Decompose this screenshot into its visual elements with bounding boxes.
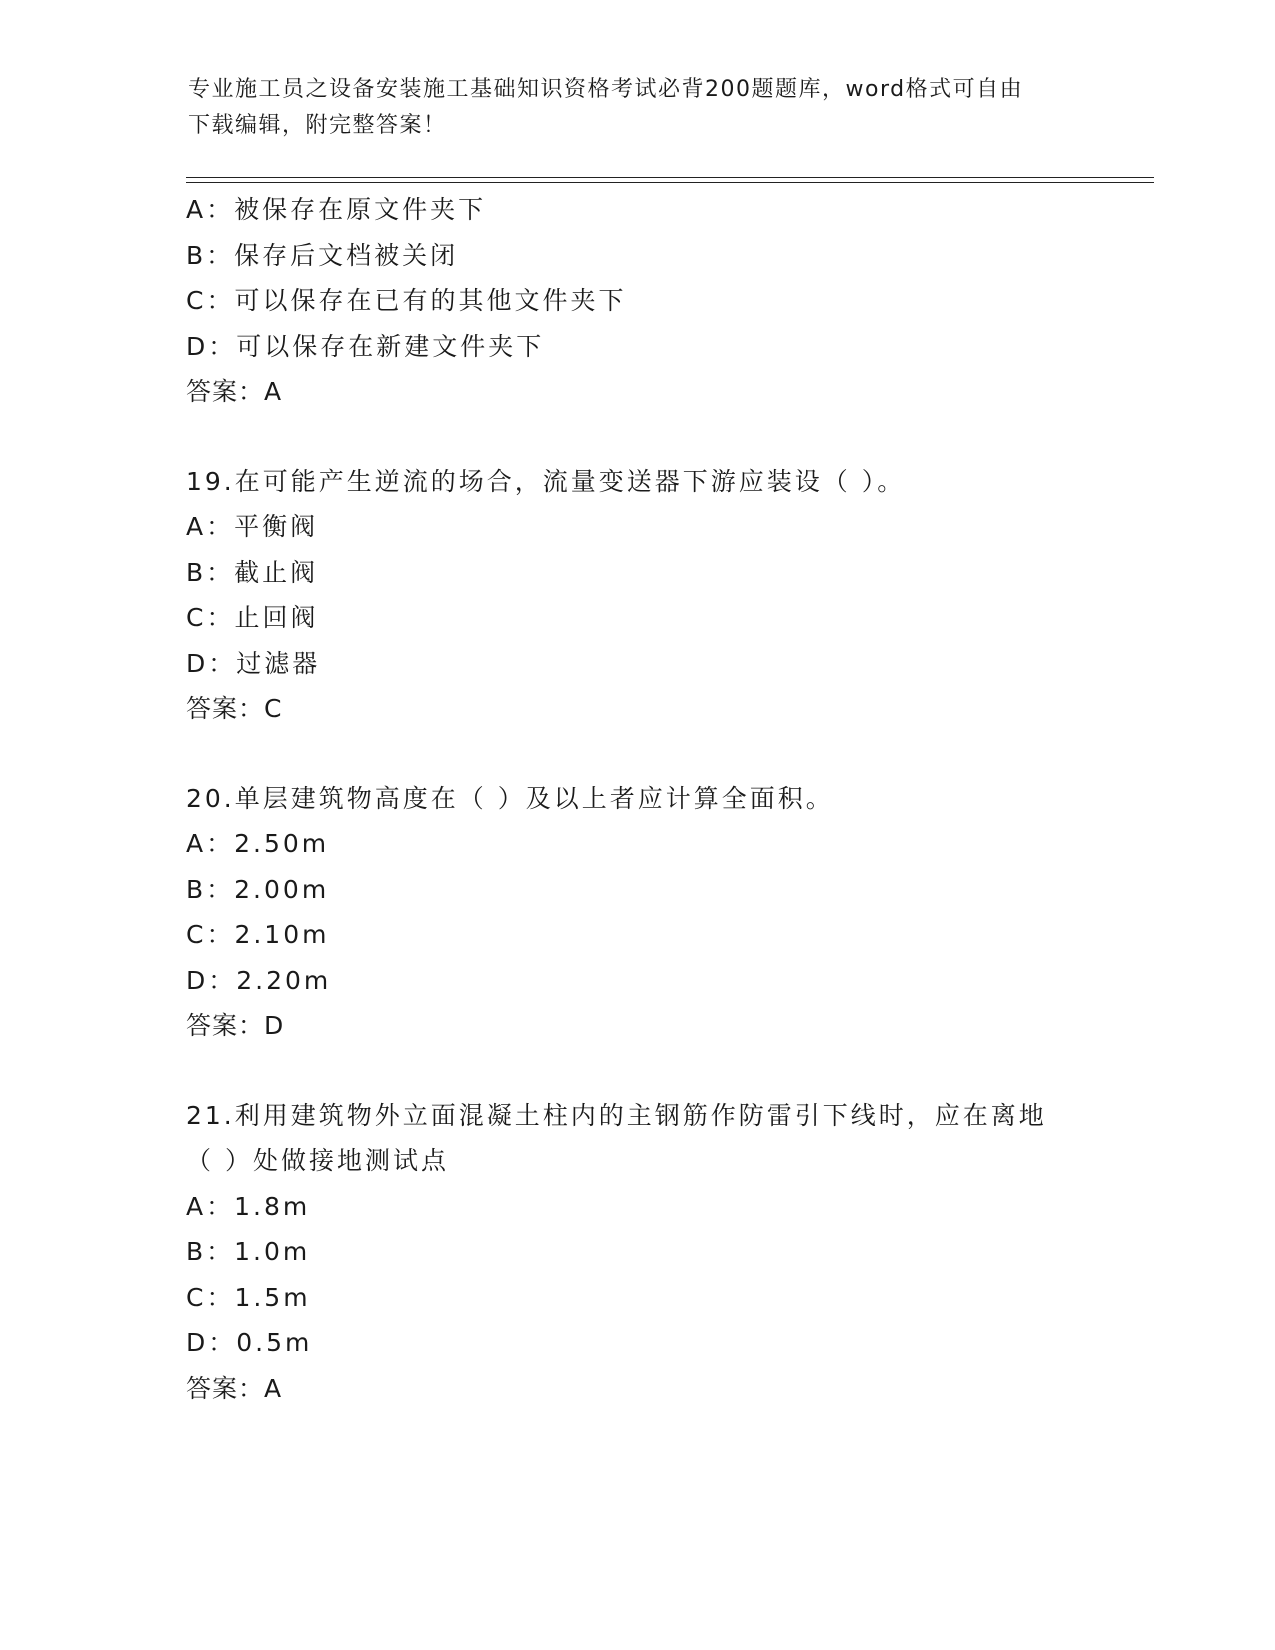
question-20-block [186,776,1086,1049]
q18-option-c: C：可以保存在已有的其他文件夹下 [186,286,627,315]
q21-option-a: A：1.8m [186,1191,311,1221]
q19-option-b: B：截止阀 [186,557,319,587]
q21-option-b: B：1.0m [186,1237,311,1266]
q21-question-line-2: （ ）处做接地测试点 [186,1146,449,1175]
q18-option-b: B：保存后文档被关闭 [186,240,459,270]
q21-option-c: C：1.5m [186,1282,311,1312]
q21-question-line-1: 21.利用建筑物外立面混凝土柱内的主钢筋作防雷引下线时，应在离地 [186,1100,1047,1130]
q20-option-c: C：2.10m [186,920,330,949]
q20-question: 20.单层建筑物高度在（ ）及以上者应计算全面积。 [186,783,834,813]
spacer [186,415,1086,459]
question-21-block [186,1093,1086,1412]
q21-option-d: D：0.5m [186,1328,313,1357]
q20-option-b: B：2.00m [186,874,330,904]
q18-option-a: A：被保存在原文件夹下 [186,195,487,224]
q19-option-d: D：过滤器 [186,648,321,678]
q19-option-a: A：平衡阀 [186,512,319,541]
q19-question: 19.在可能产生逆流的场合，流量变送器下游应装设（ ）。 [186,466,906,496]
question-18-block [186,187,1086,415]
question-19-block [186,459,1086,732]
q18-option-d: D：可以保存在新建文件夹下 [186,331,545,361]
header-line-1: 专业施工员之设备安装施工基础知识资格考试必背200题题库，word格式可自由 [188,77,1024,102]
q18-answer: 答案：A [186,377,283,406]
spacer [186,1049,1086,1093]
q19-answer: 答案：C [186,694,283,723]
header-divider-bottom [186,182,1154,183]
header-divider-top [186,177,1154,178]
q20-option-a: A：2.50m [186,829,330,858]
question-list [186,187,1086,1411]
document-header [188,72,1068,144]
q21-answer: 答案：A [186,1373,283,1403]
header-line-2: 下载编辑，附完整答案！ [188,113,447,138]
q20-option-d: D：2.20m [186,965,332,995]
q19-option-c: C：止回阀 [186,603,319,632]
spacer [186,732,1086,776]
q20-answer: 答案：D [186,1011,285,1040]
